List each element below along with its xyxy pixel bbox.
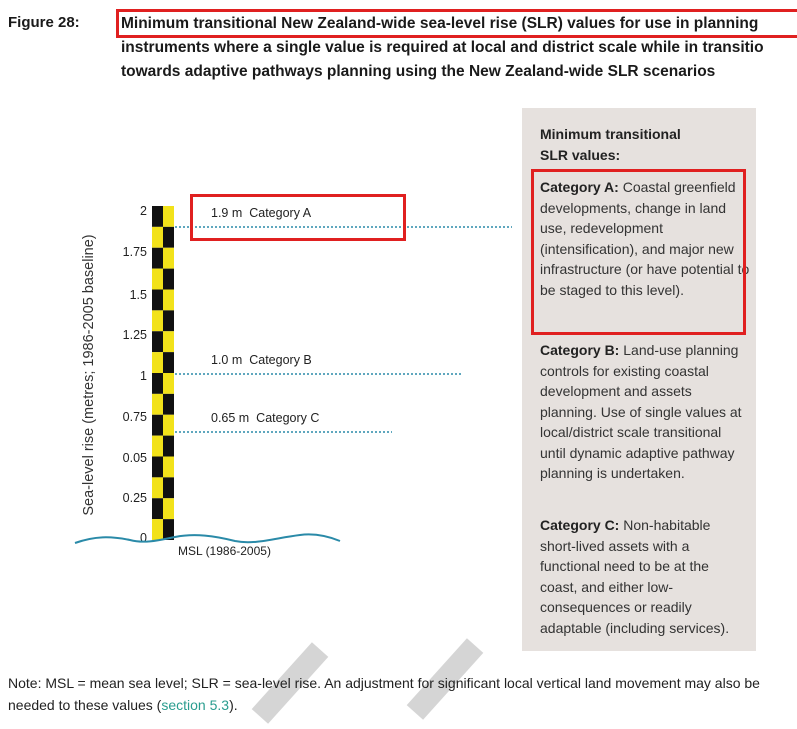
- staff-segment: [152, 269, 163, 290]
- category-a-name: Category A: [249, 206, 312, 220]
- staff-segment: [152, 290, 163, 311]
- figure-title-line-2: instruments where a single value is required at local and district scale while in transitio: [121, 39, 764, 56]
- staff-segment: [163, 269, 174, 290]
- staff-segment: [163, 227, 174, 248]
- water-wave: [75, 534, 340, 543]
- category-b-text: Land-use planning controls for existing coastal development and assets planning. Use of single values at local/district scale transitional until dynamic adaptive pathway planning is undertaken.: [540, 342, 742, 481]
- title-highlight-box: [116, 9, 797, 38]
- category-b-name: Category B: [249, 353, 312, 367]
- staff-segment: [163, 394, 174, 415]
- note-text: [8, 672, 793, 716]
- staff-segment: [163, 477, 174, 498]
- staff-segment: [152, 206, 163, 227]
- staff-segment: [152, 331, 163, 352]
- staff-segment: [163, 206, 174, 227]
- category-c-annotation: [211, 411, 319, 425]
- tick-label: 2: [140, 204, 147, 218]
- category-a-highlight-box: [531, 169, 746, 335]
- category-a-annotation-highlight: [190, 194, 406, 241]
- staff-segment: [152, 310, 163, 331]
- y-axis-label: Sea-level rise (metres; 1986-2005 baseline): [81, 234, 97, 516]
- staff-segment: [163, 290, 174, 311]
- figure-title-line-3: towards adaptive pathways planning using the New Zealand-wide SLR scenarios: [121, 63, 716, 80]
- tick-label: 1: [140, 369, 147, 383]
- category-a-heading: Category A:: [540, 179, 619, 195]
- tick-label: 0.75: [122, 410, 147, 424]
- staff-segment: [152, 227, 163, 248]
- staff-segment: [163, 415, 174, 436]
- category-a-value: 1.9 m: [211, 206, 243, 220]
- panel-title: [540, 124, 750, 165]
- note-end: ).: [229, 697, 238, 713]
- staff-segment: [152, 352, 163, 373]
- section-link[interactable]: section 5.3: [161, 697, 230, 713]
- tide-staff: [152, 206, 174, 540]
- category-b-annotation: [211, 353, 312, 367]
- staff-segment: [163, 248, 174, 269]
- panel-title-line-1: Minimum transitional: [540, 126, 681, 142]
- staff-segment: [152, 436, 163, 457]
- figure-title-line-1: Minimum transitional New Zealand-wide sea-level rise (SLR) values for use in planning: [121, 15, 759, 32]
- category-b-description: [540, 340, 750, 484]
- panel-title-line-2: SLR values:: [540, 146, 621, 163]
- staff-segment: [163, 331, 174, 352]
- tick-label: 1.75: [122, 245, 147, 259]
- staff-segment: [152, 457, 163, 478]
- tick-label: 1.25: [122, 328, 147, 342]
- category-c-name: Category C: [256, 411, 320, 425]
- staff-segment: [152, 415, 163, 436]
- tick-label: 1.5: [129, 288, 147, 302]
- staff-segment: [163, 373, 174, 394]
- figure-label: Figure 28:: [8, 14, 80, 31]
- tick-label: 0: [140, 531, 147, 545]
- tick-label: 0.05: [122, 451, 147, 465]
- category-c-text: Non-habitable short-lived assets with a functional need to be at the coast, and either low-consequences or readily adaptable (including services).: [540, 517, 730, 636]
- staff-segment: [152, 519, 163, 540]
- staff-segment: [152, 477, 163, 498]
- category-a-text: Coastal greenfield developments, change in land use, redevelopment (intensification), and major new infrastructure (or have potential to be staged to this level).: [540, 179, 750, 298]
- staff-segment: [163, 519, 174, 540]
- staff-segment: [163, 498, 174, 519]
- staff-segment: [152, 373, 163, 394]
- staff-segment: [163, 310, 174, 331]
- category-b-value: 1.0 m: [211, 353, 243, 367]
- tick-label: 0.25: [122, 491, 147, 505]
- category-c-description: [540, 515, 750, 638]
- staff-segment: [152, 394, 163, 415]
- staff-segment: [163, 457, 174, 478]
- msl-label: MSL (1986-2005): [178, 544, 271, 558]
- staff-segment: [163, 436, 174, 457]
- category-c-value: 0.65 m: [211, 411, 250, 425]
- staff-segment: [152, 248, 163, 269]
- note-body: Note: MSL = mean sea level; SLR = sea-level rise. An adjustment for significant local vertical land movement may also be needed to these values (: [8, 675, 760, 713]
- staff-segment: [152, 498, 163, 519]
- category-b-heading: Category B:: [540, 342, 620, 358]
- category-c-heading: Category C:: [540, 517, 620, 533]
- staff-segment: [163, 352, 174, 373]
